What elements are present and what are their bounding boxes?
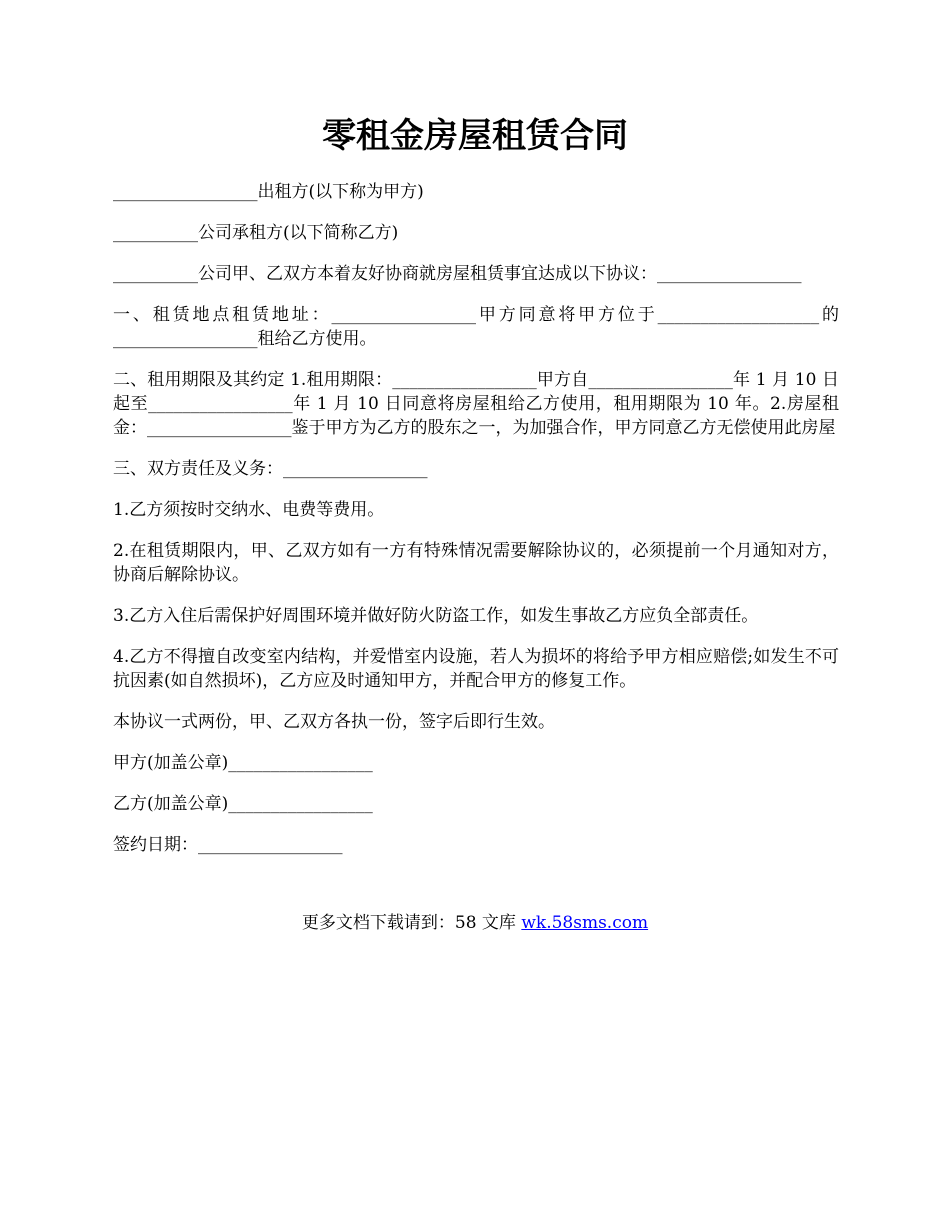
footer-link[interactable]: wk.58sms.com (521, 913, 649, 933)
party-a-signature: 甲方(加盖公章)_________________ (113, 753, 373, 773)
clause-responsibilities-heading: 三、双方责任及义务：_________________ (113, 459, 428, 479)
agreement-intro: __________公司甲、乙双方本着友好协商就房屋租赁事宜达成以下协议：_________________ (113, 264, 802, 284)
effectiveness-note: 本协议一式两份，甲、乙双方各执一份，签字后即行生效。 (113, 712, 555, 732)
footer (0, 911, 950, 935)
responsibility-item-1: 1.乙方须按时交纳水、电费等费用。 (113, 500, 385, 520)
footer-text: 更多文档下载请到：58 文库 (301, 913, 522, 933)
signing-date: 签约日期：_________________ (113, 835, 343, 855)
responsibility-item-3: 3.乙方入住后需保护好周围环境并做好防火防盗工作，如发生事故乙方应负全部责任。 (113, 606, 759, 626)
document-title: 零租金房屋租赁合同 (322, 116, 628, 156)
clause-location: 一、租赁地点租赁地址：_________________甲方同意将甲方位于___________________的_________________租给乙方使用。 (113, 305, 839, 349)
party-b-line: __________公司承租方(以下简称乙方) (113, 223, 399, 243)
responsibility-item-4: 4.乙方不得擅自改变室内结构，并爱惜室内设施，若人为损坏的将给予甲方相应赔偿;如发生不可抗因素(如自然损坏)，乙方应及时通知甲方，并配合甲方的修复工作。 (113, 647, 839, 691)
party-b-signature: 乙方(加盖公章)_________________ (113, 794, 373, 814)
document-body (113, 180, 839, 874)
party-a-line: _________________出租方(以下称为甲方) (113, 182, 424, 202)
responsibility-item-2: 2.在租赁期限内，甲、乙双方如有一方有特殊情况需要解除协议的，必须提前一个月通知对方，协商后解除协议。 (113, 541, 839, 585)
clause-term: 二、租用期限及其约定 1.租用期限：_________________甲方自_________________年 1 月 10 日起至_________________年 1 月 10 日同意将房屋租给乙方使用，租用期限为 10 年。2.房屋租金：_________________鉴于甲方为乙方的股东之一，为加强合作，甲方同意乙方无偿使用此房屋 (113, 370, 839, 438)
